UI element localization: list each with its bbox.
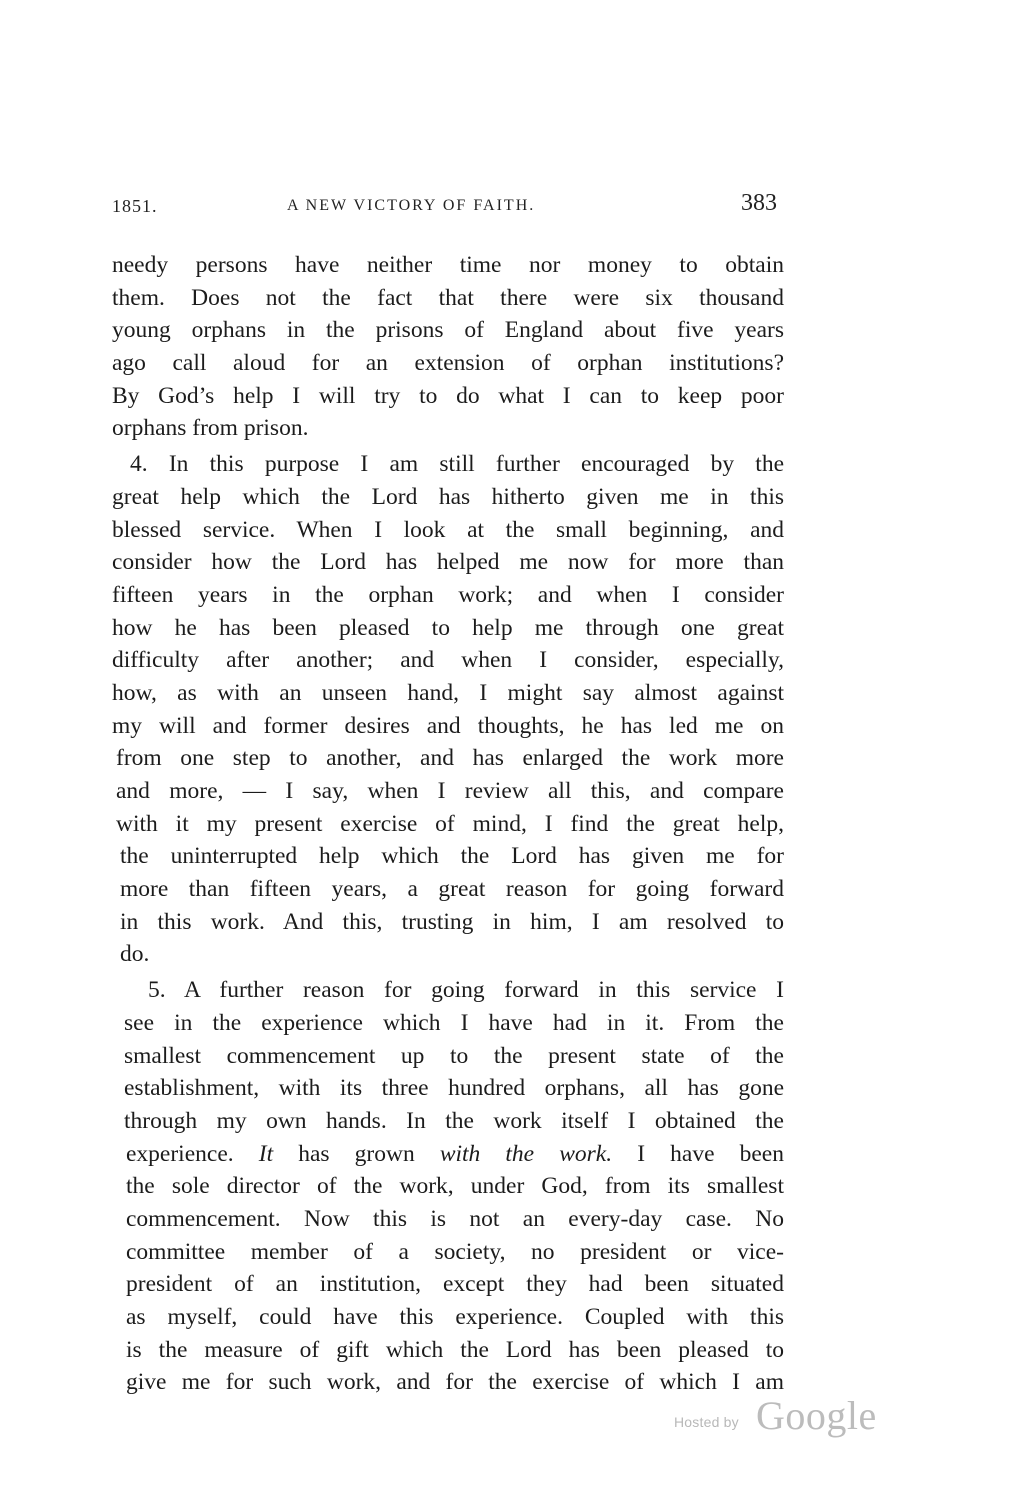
- text-line: through my own hands. In the work itself I obtained the: [124, 1107, 784, 1134]
- text-line: see in the experience which I have had in it. From the: [124, 1009, 784, 1036]
- text-line: great help which the Lord has hitherto given me in this: [112, 483, 784, 510]
- text-line: the sole director of the work, under God, from its smallest: [126, 1173, 784, 1200]
- text-line: fifteen years in the orphan work; and when I consider: [112, 581, 784, 608]
- text-line: them. Does not the fact that there were six thousand: [112, 284, 784, 311]
- text-line: more than fifteen years, a great reason for going forward: [120, 876, 784, 903]
- hosted-by-watermark: [674, 1392, 884, 1442]
- text-line: as myself, could have this experience. Coupled with this: [126, 1304, 784, 1330]
- running-head-title: A NEW VICTORY OF FAITH.: [287, 197, 536, 214]
- text-line: 4. In this purpose I am still further encouraged by the: [130, 451, 784, 478]
- text-line: do.: [120, 941, 150, 968]
- text-line: committee member of a society, no president or vice-: [126, 1238, 784, 1265]
- text-line: orphans from prison.: [112, 415, 309, 442]
- running-head-year: 1851.: [112, 196, 158, 216]
- body-text: [112, 249, 784, 1399]
- text-segment: has grown: [273, 1140, 440, 1167]
- text-line: president of an institution, except they had been situated: [126, 1271, 784, 1298]
- text-line: and more, — I say, when I review all this, and compare: [116, 778, 784, 804]
- text-line: difficulty after another; and when I consider, especially,: [112, 647, 784, 674]
- text-line: establishment, with its three hundred orphans, all has gone: [124, 1075, 784, 1102]
- text-line: the uninterrupted help which the Lord has given me for: [120, 843, 784, 870]
- text-line: commencement. Now this is not an every-day case. No: [126, 1205, 784, 1232]
- text-segment: I have been: [612, 1140, 784, 1167]
- text-line: how, as with an unseen hand, I might say almost against: [112, 679, 784, 706]
- text-line: blessed service. When I look at the small beginning, and: [112, 516, 784, 543]
- text-line: [112, 1138, 784, 1171]
- text-line: from one step to another, and has enlarged the work more: [116, 745, 784, 772]
- text-line: in this work. And this, trusting in him, I am resolved to: [120, 908, 784, 935]
- text-line: with it my present exercise of mind, I find the great help,: [116, 810, 784, 837]
- italic-text: with the work.: [439, 1140, 613, 1167]
- italic-text: It: [258, 1140, 274, 1167]
- page-number: 383: [741, 190, 777, 216]
- text-line: young orphans in the prisons of England about five years: [112, 317, 784, 344]
- text-line: ago call aloud for an extension of orphan institutions?: [112, 350, 784, 377]
- text-segment: experience.: [126, 1140, 259, 1167]
- text-line: how he has been pleased to help me through one great: [112, 614, 784, 641]
- text-line: my will and former desires and thoughts, he has led me on: [112, 712, 784, 739]
- hosted-by-label: Hosted by: [674, 1414, 739, 1430]
- text-line: give me for such work, and for the exercise of which I am: [126, 1369, 784, 1396]
- text-line: smallest commencement up to the present state of the: [124, 1042, 784, 1069]
- text-line: By God’s help I will try to do what I can to keep poor: [112, 382, 784, 409]
- running-head: [112, 190, 777, 220]
- text-line: 5. A further reason for going forward in this service I: [148, 977, 784, 1004]
- text-line: needy persons have neither time nor money to obtain: [112, 252, 784, 278]
- google-logo: Google: [756, 1393, 877, 1438]
- text-line: consider how the Lord has helped me now for more than: [112, 549, 784, 576]
- text-line: is the measure of gift which the Lord has been pleased to: [126, 1336, 784, 1363]
